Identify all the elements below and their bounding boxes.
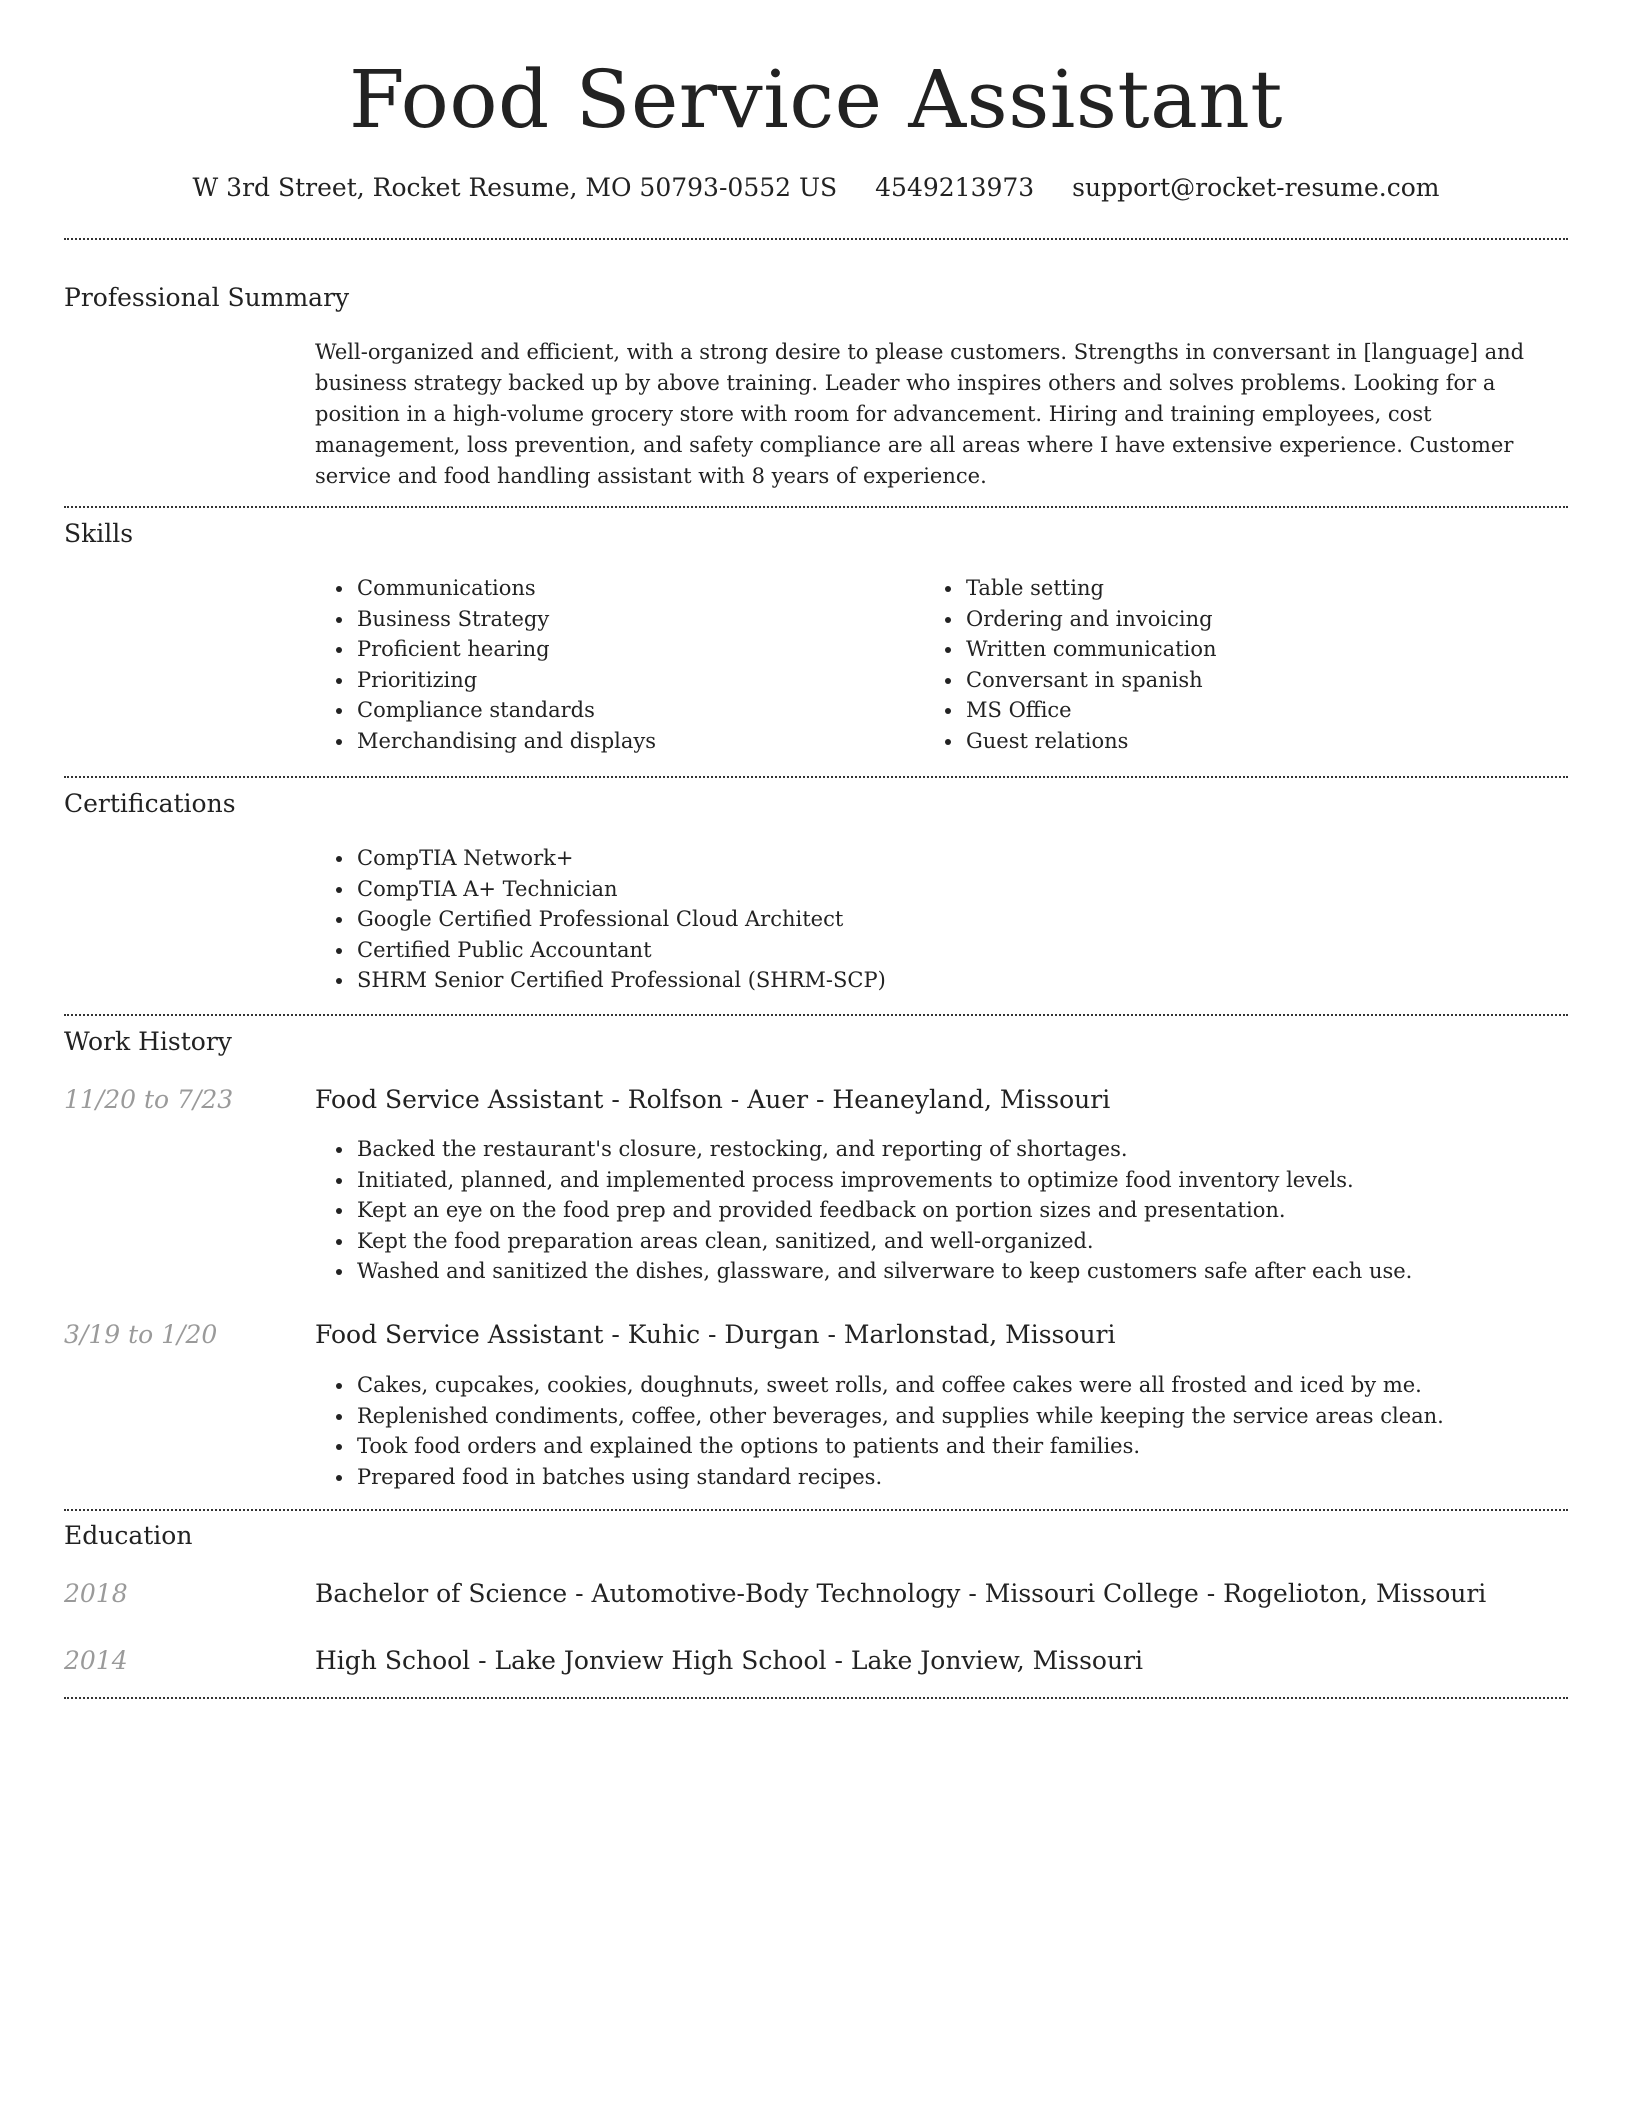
section-divider: [64, 1014, 1568, 1016]
section-divider: [64, 238, 1568, 240]
certification-item: • Certified Public Accountant: [355, 935, 886, 966]
contact-email: support@rocket-resume.com: [1072, 173, 1440, 202]
summary-section-title: Professional Summary: [64, 283, 350, 312]
education-section-title: Education: [64, 1521, 193, 1550]
skill-item: • Written communication: [964, 634, 1217, 665]
certification-item: • CompTIA A+ Technician: [355, 874, 886, 905]
job-bullet: • Took food orders and explained the options to patients and their families.: [355, 1431, 1444, 1462]
job-bullet: • Kept an eye on the food prep and provided feedback on portion sizes and presentation.: [355, 1195, 1412, 1226]
education-entry: High School - Lake Jonview High School - Lake Jonview, Missouri: [315, 1646, 1144, 1675]
certifications-section-title: Certifications: [64, 789, 236, 818]
job-bullet: • Backed the restaurant's closure, restocking, and reporting of shortages.: [355, 1134, 1412, 1165]
skill-item: • MS Office: [964, 695, 1217, 726]
work-history-section-title: Work History: [64, 1027, 232, 1056]
job-bullet: • Replenished condiments, coffee, other beverages, and supplies while keeping the service areas clean.: [355, 1401, 1444, 1432]
contact-phone: 4549213973: [875, 173, 1035, 202]
contact-address: W 3rd Street, Rocket Resume, MO 50793-0552 US: [192, 173, 838, 202]
skill-item: • Business Strategy: [355, 604, 656, 635]
job-dates: 3/19 to 1/20: [64, 1320, 218, 1349]
job-title: Food Service Assistant - Kuhic - Durgan - Marlonstad, Missouri: [315, 1320, 1116, 1349]
job-bullet: • Washed and sanitized the dishes, glassware, and silverware to keep customers safe after each use.: [355, 1256, 1412, 1287]
education-year: 2018: [64, 1579, 128, 1608]
section-divider: [64, 506, 1568, 508]
skill-item: • Compliance standards: [355, 695, 656, 726]
education-entry: Bachelor of Science - Automotive-Body Technology - Missouri College - Rogelioton, Missouri: [315, 1579, 1487, 1608]
job-dates: 11/20 to 7/23: [64, 1085, 234, 1114]
summary-text: Well-organized and efficient, with a strong desire to please customers. Strengths in conversant in [language] and business strategy backed up by above training. Leader who inspires others and solves problems. Looking for a position in a high-volume grocery store with room for advancement. Hiring and training employees, cost management, loss prevention, and safety compliance are all areas where I have extensive experience. Customer service and food handling assistant with 8 years of experience.: [315, 340, 1525, 488]
education-year: 2014: [64, 1646, 128, 1675]
skills-list-right: [920, 573, 1217, 757]
section-divider: [64, 1509, 1568, 1511]
skill-item: • Conversant in spanish: [964, 665, 1217, 696]
certification-item: • CompTIA Network+: [355, 843, 886, 874]
skill-item: • Prioritizing: [355, 665, 656, 696]
skill-item: • Merchandising and displays: [355, 726, 656, 757]
section-divider: [64, 1697, 1568, 1699]
job-bullet: • Initiated, planned, and implemented process improvements to optimize food inventory levels.: [355, 1165, 1412, 1196]
skills-section-title: Skills: [64, 519, 134, 548]
resume-name-heading: Food Service Assistant: [349, 53, 1283, 146]
certification-item: • Google Certified Professional Cloud Architect: [355, 904, 886, 935]
skills-list-left: [311, 573, 656, 757]
contact-line: [0, 170, 1632, 206]
job-bullet: • Kept the food preparation areas clean, sanitized, and well-organized.: [355, 1226, 1412, 1257]
section-divider: [64, 776, 1568, 778]
certification-item: • SHRM Senior Certified Professional (SHRM-SCP): [355, 965, 886, 996]
certifications-list: [311, 843, 886, 996]
job-title: Food Service Assistant - Rolfson - Auer - Heaneyland, Missouri: [315, 1085, 1111, 1114]
skill-item: • Guest relations: [964, 726, 1217, 757]
job-bullet: • Cakes, cupcakes, cookies, doughnuts, sweet rolls, and coffee cakes were all frosted and iced by me.: [355, 1370, 1444, 1401]
job-bullets: [311, 1134, 1412, 1287]
skill-item: • Communications: [355, 573, 656, 604]
job-bullet: • Prepared food in batches using standard recipes.: [355, 1462, 1444, 1493]
skill-item: • Table setting: [964, 573, 1217, 604]
job-bullets: [311, 1370, 1444, 1492]
skill-item: • Proficient hearing: [355, 634, 656, 665]
skill-item: • Ordering and invoicing: [964, 604, 1217, 635]
